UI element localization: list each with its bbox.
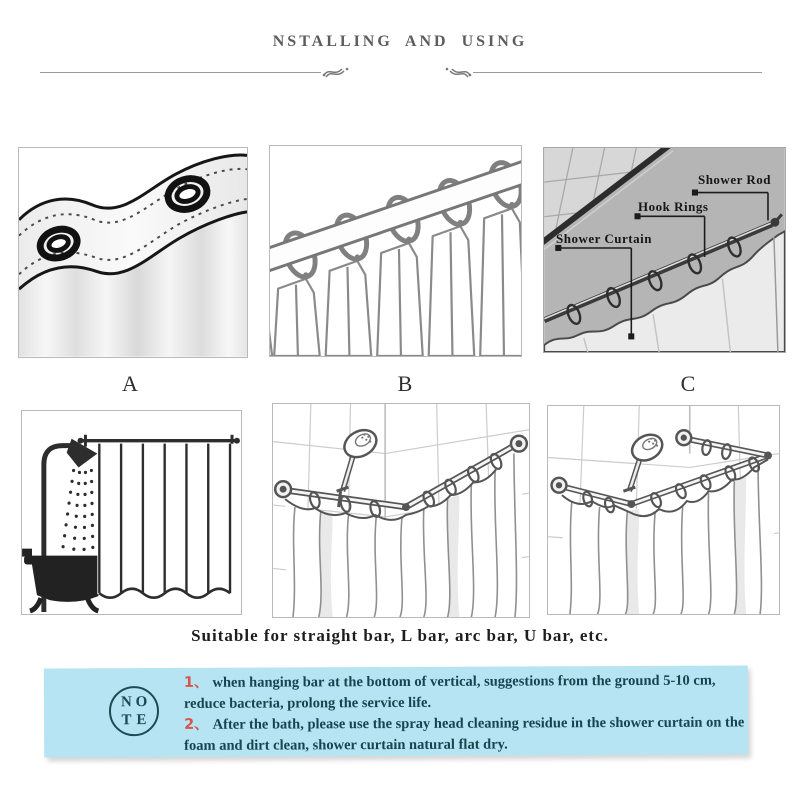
- panel-a-label: A: [122, 371, 138, 396]
- stamp-letter: O: [135, 693, 148, 710]
- l-bar-illustration: [273, 404, 529, 617]
- panel-straight-bar: [21, 410, 242, 615]
- note-item: [184, 712, 746, 756]
- u-bar-illustration: [548, 406, 779, 614]
- straight-bar-illustration: [22, 411, 241, 614]
- stamp-letter: E: [136, 711, 147, 728]
- panel-l-bar: [272, 403, 530, 618]
- curtain: [285, 446, 523, 617]
- hook-rings-illustration: [270, 146, 521, 356]
- panel-b-label: B: [397, 371, 413, 396]
- divider-line: [40, 72, 321, 73]
- label-shower-curtain: Shower Curtain: [556, 231, 652, 246]
- shower-head-icon: [623, 430, 666, 492]
- curtain: [562, 459, 775, 614]
- swirl-ornament-icon: [321, 64, 351, 80]
- divider-line: [473, 72, 762, 73]
- panel-u-bar: [547, 405, 780, 615]
- note-box: [44, 665, 748, 757]
- note-item-number: 2、: [184, 716, 209, 733]
- grommet-curtain-illustration: [19, 148, 247, 357]
- note-item: [184, 670, 746, 714]
- curtain: [97, 444, 236, 598]
- panel-c-label: C: [680, 371, 696, 396]
- swirl-ornament-icon: [443, 64, 473, 80]
- panel-a-curtain-grommets: [18, 147, 248, 358]
- shower-head-icon: [337, 425, 381, 507]
- stamp-letter: N: [120, 693, 132, 710]
- label-shower-rod: Shower Rod: [697, 172, 771, 187]
- suitability-caption: Suitable for straight bar, L bar, arc bar, U bar, etc.: [191, 626, 609, 645]
- decorative-divider: [40, 64, 762, 80]
- bathtub-icon: [22, 549, 109, 602]
- note-item-text: when hanging bar at the bottom of vertical, suggestions from the ground 5-10 cm, reduce bacteria, prolong the service life.: [183, 672, 716, 712]
- note-stamp-icon: [109, 686, 159, 736]
- note-text: [184, 670, 746, 756]
- note-item-text: After the bath, please use the spray head cleaning residue in the shower curtain on the foam and dirt clean, shower curtain natural flat dry.: [184, 714, 745, 754]
- note-item-number: 1、: [183, 674, 209, 691]
- panel-c-assembled: [543, 147, 786, 353]
- label-hook-rings: Hook Rings: [638, 199, 709, 214]
- page-title: NSTALLING AND USING: [272, 33, 528, 50]
- stamp-letter: T: [121, 711, 132, 728]
- panel-b-hook-rings: [269, 145, 522, 357]
